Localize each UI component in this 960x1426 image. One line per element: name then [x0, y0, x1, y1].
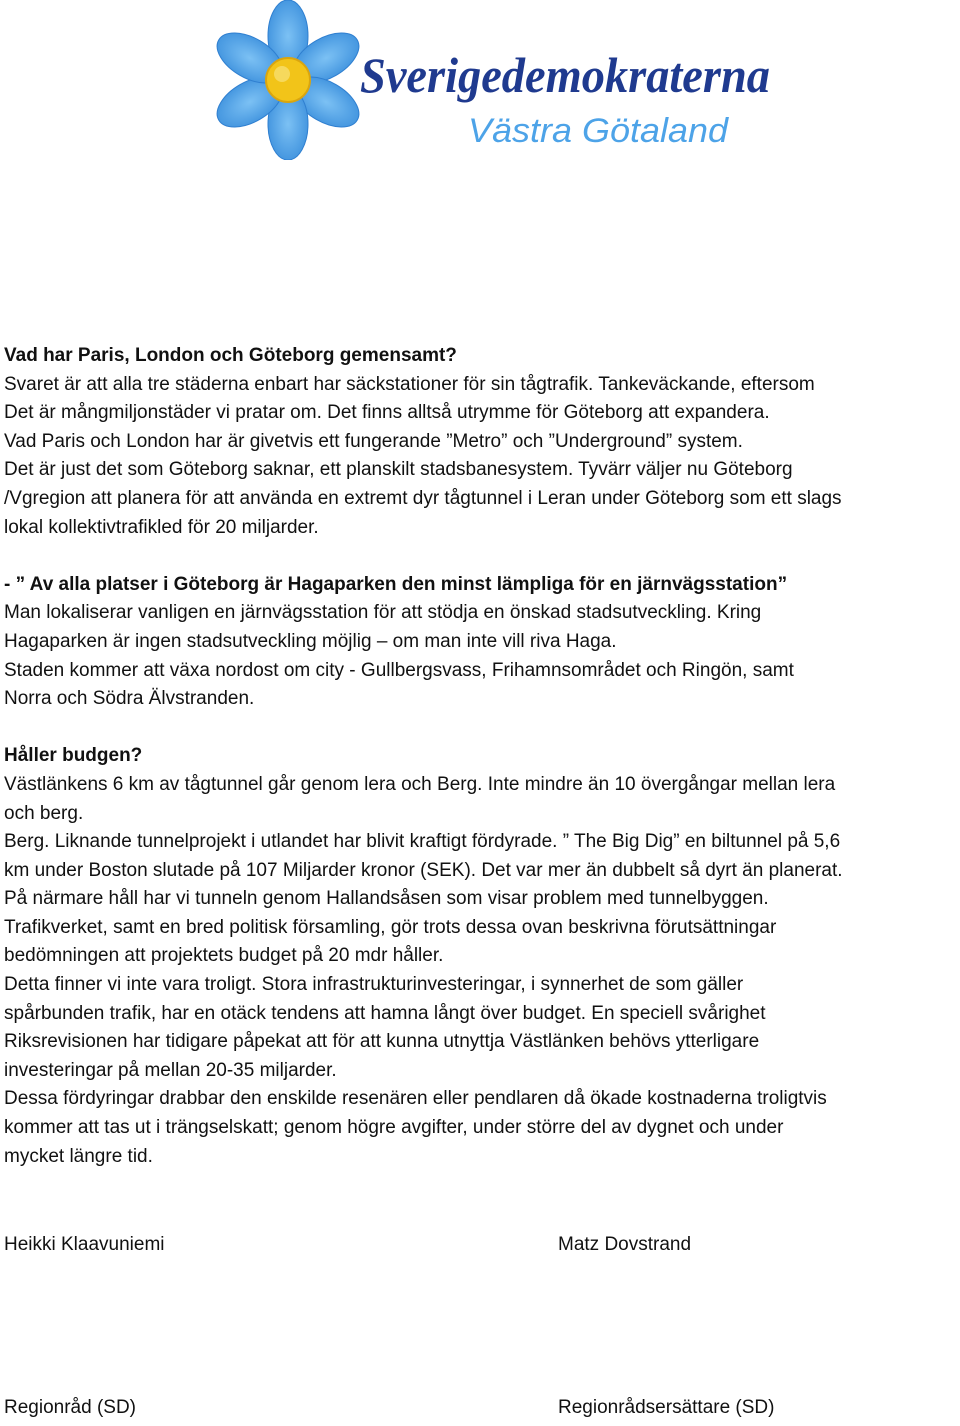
section1-line: Det är mångmiljonstäder vi pratar om. Det finns alltså utrymme för Göteborg att expandera. — [4, 402, 770, 424]
section3-line: Trafikverket, samt en bred politisk församling, gör trots dessa ovan beskrivna förutsättningar — [4, 916, 777, 938]
party-logo — [200, 0, 775, 160]
section1-line-mixed — [4, 456, 960, 485]
section1-line: /Vgregion att planera för att använda en extremt dyr tågtunnel i Leran under Göteborg som ett slags — [4, 487, 842, 509]
section2-line: Man lokaliserar vanligen en järnvägsstation för att stödja en önskad stadsutveckling. Kring — [4, 602, 762, 624]
section3-line: På närmare håll har vi tunneln genom Hallandsåsen som visar problem med tunnelbyggen. — [4, 888, 769, 910]
section3-line: Västlänkens 6 km av tågtunnel går genom lera och Berg. Inte mindre än 10 övergångar mellan lera — [4, 773, 836, 795]
signature-right-title: Regionrådsersättare (SD) — [558, 1397, 775, 1418]
section3-line: bedömningen att projektets budget på 20 mdr håller. — [4, 945, 444, 967]
section1-line: lokal kollektivtrafikled för 20 miljarder. — [4, 516, 319, 538]
signature-left-title: Regionråd (SD) — [4, 1397, 136, 1418]
section3-heading: Håller budgen? — [4, 745, 143, 767]
section3-line: Detta finner vi inte vara troligt. Stora infrastrukturinvesteringar, i synnerhet de som gäller — [4, 974, 744, 996]
section1-line-tail: Tyvärr väljer nu Göteborg — [573, 459, 793, 481]
logo-party-name: Sverigedemokraterna — [360, 47, 770, 103]
logo-region-name: Västra Götaland — [468, 112, 730, 150]
signature-right-name: Matz Dovstrand — [558, 1234, 692, 1255]
section3-line: Berg. Liknande tunnelprojekt i utlandet har blivit kraftigt fördyrade. ” The Big Dig” en biltunnel på 5,6 — [4, 831, 841, 853]
section1-line: Svaret är att alla tre städerna enbart har säckstationer för sin tågtrafik. Tankeväckande, eftersom — [4, 373, 815, 395]
section3-line: spårbunden trafik, har en otäck tendens att hamna långt över budget. En speciell svårighet — [4, 1002, 766, 1024]
section3-line: mycket längre tid. — [4, 1145, 153, 1167]
flower-logo-icon — [200, 0, 775, 160]
article-body — [4, 342, 960, 1171]
section2-line: Staden kommer att växa nordost om city - Gullbergsvass, Frihamnsområdet och Ringön, samt — [4, 659, 794, 681]
section2-line: Hagaparken är ingen stadsutveckling möjlig – om man inte vill riva Haga. — [4, 630, 617, 652]
section3-line: Dessa fördyringar drabbar den enskilde resenären eller pendlaren då ökade kostnaderna troligtvis — [4, 1088, 827, 1110]
section3-line: kommer att tas ut i trängselskatt; genom högre avgifter, under större del av dygnet och under — [4, 1117, 784, 1139]
signature-left-name: Heikki Klaavuniemi — [4, 1234, 165, 1255]
section3-line: Riksrevisionen har tidigare påpekat att för att kunna utnyttja Västlänken behövs ytterligare — [4, 1031, 760, 1053]
section2-line: Norra och Södra Älvstranden. — [4, 688, 255, 710]
section1-line-head: Det är just det som Göteborg saknar, ett planskilt stadsbanesystem. — [4, 459, 574, 481]
section3-line: investeringar på mellan 20-35 miljarder. — [4, 1059, 337, 1081]
section2-heading: - ” Av alla platser i Göteborg är Hagaparken den minst lämpliga för en järnvägsstation” — [4, 573, 788, 595]
section1-heading: Vad har Paris, London och Göteborg gemensamt? — [4, 345, 457, 366]
section3-line: km under Boston slutade på 107 Miljarder kronor (SEK). Det var mer än dubbelt så dyrt än planerat. — [4, 859, 843, 881]
section1-line: Vad Paris och London har är givetvis ett fungerande ”Metro” och ”Underground” system. — [4, 430, 743, 452]
section3-line: och berg. — [4, 802, 84, 824]
